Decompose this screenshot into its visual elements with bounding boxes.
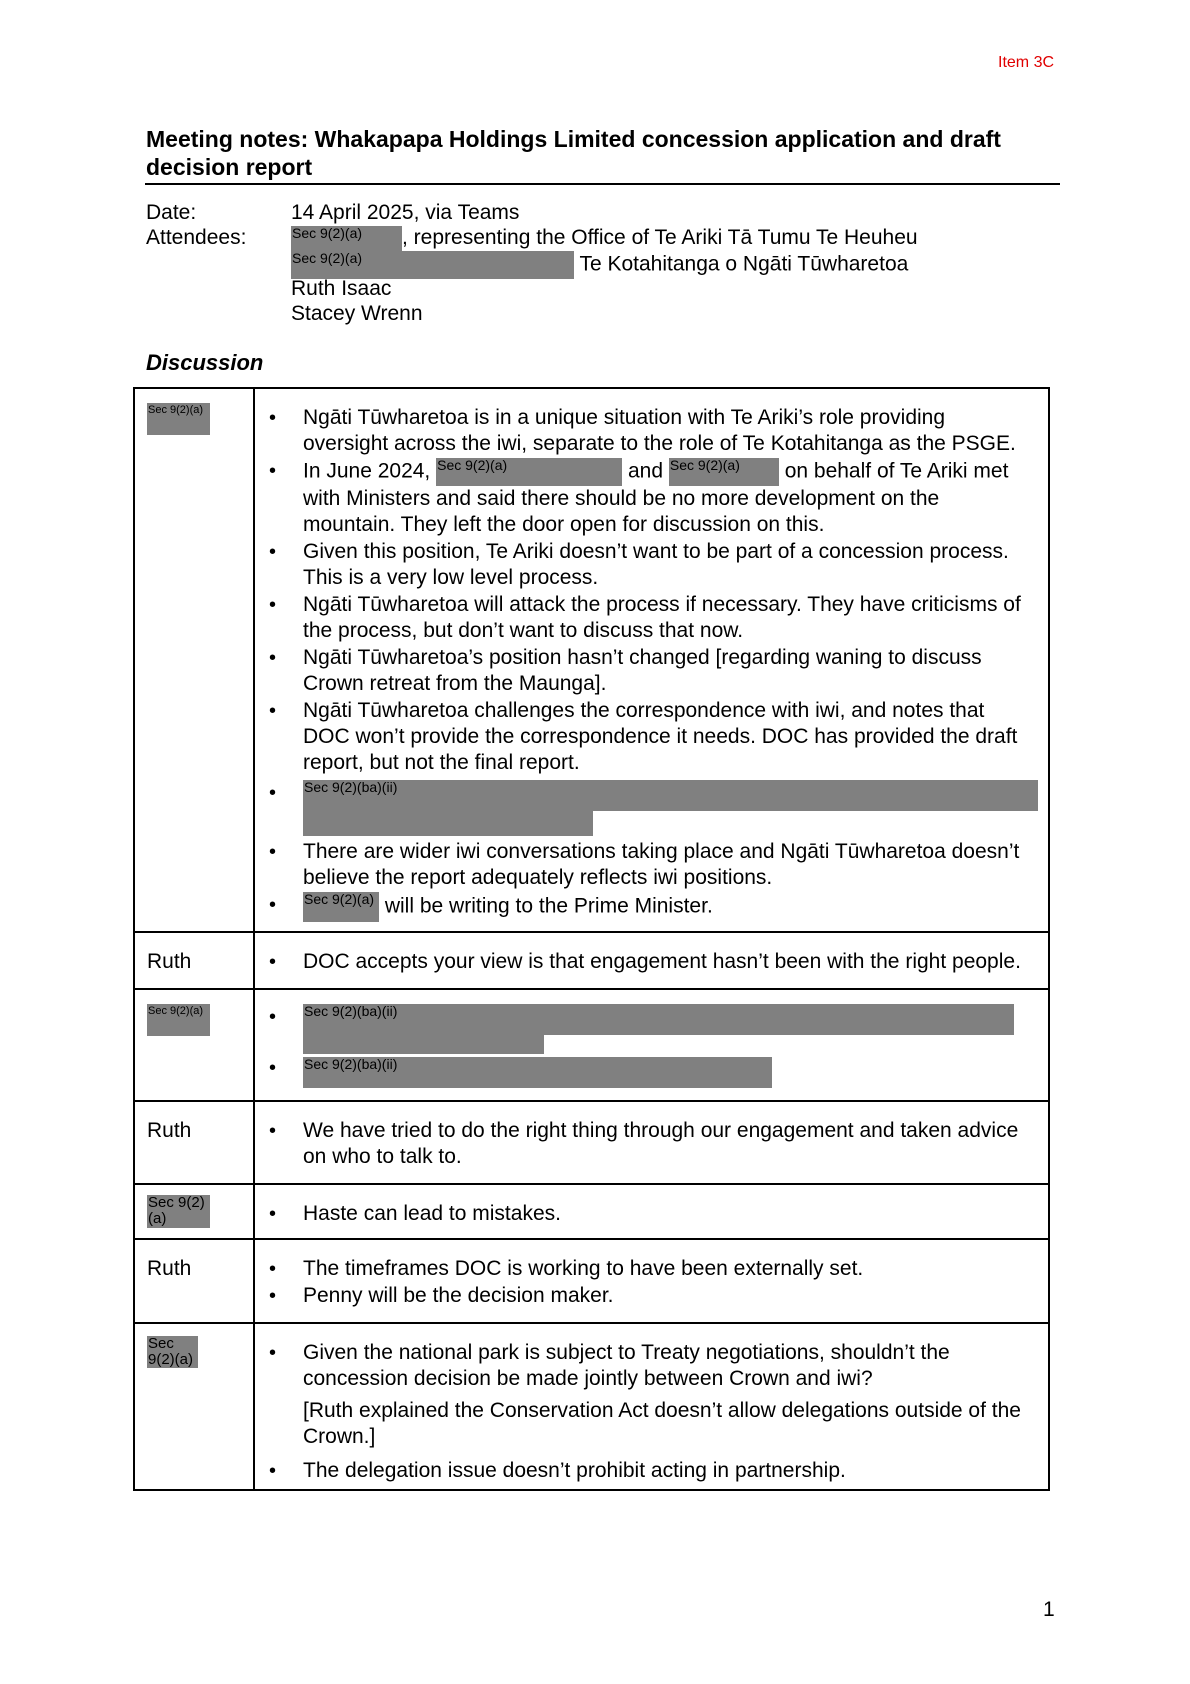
speaker-cell: [134, 1184, 254, 1239]
notes-cell: [254, 388, 1049, 932]
redaction-code: Sec 9(2)(a): [669, 457, 740, 473]
table-row: [134, 1101, 1049, 1184]
bullet-list: [255, 1458, 1028, 1484]
redaction-block: [303, 1057, 772, 1088]
attendee-2: [291, 251, 908, 279]
list-item: • Penny will be the decision maker.: [303, 1283, 1028, 1309]
list-item: • Haste can lead to mistakes.: [303, 1201, 1028, 1227]
list-item: • We have tried to do the right thing through our engagement and taken advice on who to talk to.: [303, 1118, 1028, 1170]
notes-cell: [254, 989, 1049, 1101]
redaction-block: [291, 226, 402, 251]
bullet-list: [255, 405, 1028, 922]
item-tag: Item 3C: [998, 54, 1055, 71]
date-value: 14 April 2025, via Teams: [291, 201, 520, 224]
attendee-3: Ruth Isaac: [291, 277, 392, 300]
bullet-list: [255, 1256, 1028, 1309]
bullet-list: [255, 949, 1028, 975]
redaction-code: • Sec 9(2)(ba)(ii): [304, 1003, 398, 1019]
attendee-1: [291, 225, 918, 251]
redaction-block: [291, 251, 574, 279]
speaker-cell: Ruth: [134, 1239, 254, 1323]
redaction-block: [303, 892, 379, 922]
list-item: [303, 892, 1028, 922]
list-item: • Ngāti Tūwharetoa is in a unique situation with Te Ariki’s role providing oversight across the iwi, separate to the role of Te Kotahitanga as the PSGE.: [303, 405, 1028, 457]
list-item: [303, 1004, 1028, 1054]
list-item: • Given the national park is subject to Treaty negotiations, shouldn’t the concession decision be made jointly between Crown and iwi?: [303, 1340, 1028, 1392]
table-row: [134, 1184, 1049, 1239]
table-row: [134, 989, 1049, 1101]
discussion-table: [133, 387, 1050, 1491]
list-item-text: and: [627, 459, 664, 483]
notes-cell: [254, 1101, 1049, 1184]
redaction-block: [147, 1336, 198, 1368]
speaker-cell: [134, 388, 254, 932]
list-item: • There are wider iwi conversations taking place and Ngāti Tūwharetoa doesn’t believe the report adequately reflects iwi positions.: [303, 839, 1028, 891]
list-item-text: on behalf of Te Ariki met with Ministers and said there should be no more development on the mountain. They left the door open for discussion on this.: [303, 459, 1009, 536]
redaction-block: [303, 1004, 1014, 1035]
speaker-cell: Ruth: [134, 1101, 254, 1184]
attendee-1-text: , representing the Office of Te Ariki Tā Tumu Te Heuheu: [402, 226, 918, 249]
list-item: • Ngāti Tūwharetoa’s position hasn’t changed [regarding waning to discuss Crown retreat from the Maunga].: [303, 645, 1028, 697]
attendees-label: Attendees:: [146, 226, 247, 249]
list-item: [303, 780, 1028, 838]
redaction-code: • Sec 9(2)(ba)(ii): [304, 1056, 398, 1072]
redaction-block: [436, 458, 622, 486]
bullet-list: [255, 1340, 1028, 1392]
list-item: • DOC accepts your view is that engagement hasn’t been with the right people.: [303, 949, 1028, 975]
list-item: [303, 458, 1028, 538]
redaction-code: Sec 9(2)(a): [148, 1005, 204, 1017]
list-item: • Ngāti Tūwharetoa will attack the process if necessary. They have criticisms of the process, but don’t want to discuss that now.: [303, 592, 1028, 644]
bullet-list: [255, 1004, 1028, 1089]
attendee-4: Stacey Wrenn: [291, 302, 423, 325]
redaction-block: [147, 403, 210, 435]
bullet-list: [255, 1118, 1028, 1170]
speaker-cell: Ruth: [134, 932, 254, 989]
redaction-code: • Sec 9(2)(ba)(ii): [304, 779, 398, 795]
date-label: Date:: [146, 201, 197, 224]
list-item: [303, 1055, 1028, 1089]
list-item: • Given this position, Te Ariki doesn’t want to be part of a concession process. This is a very low level process.: [303, 539, 1028, 591]
table-row: [134, 932, 1049, 989]
attendee-2-text: Te Kotahitanga o Ngāti Tūwharetoa: [579, 252, 909, 276]
notes-cell: [254, 1184, 1049, 1239]
table-row: [134, 388, 1049, 932]
title-rule: [145, 183, 1060, 185]
speaker-cell: [134, 989, 254, 1101]
page-number: 1: [1043, 1598, 1055, 1621]
note-paragraph: [Ruth explained the Conservation Act doesn’t allow delegations outside of the Crown.]: [303, 1399, 1021, 1448]
redaction-code: Sec 9(2)(a): [437, 457, 508, 473]
list-item: • The delegation issue doesn’t prohibit acting in partnership.: [303, 1458, 1028, 1484]
redaction-block: [147, 1195, 210, 1228]
document-title: Meeting notes: Whakapapa Holdings Limited concession application and draft decision report: [146, 126, 1001, 180]
redaction-code: Sec 9(2)(a): [148, 1336, 194, 1368]
redaction-block: [303, 811, 593, 836]
redaction-block: [669, 458, 779, 486]
list-item-text: will be writing to the Prime Minister.: [384, 894, 713, 918]
notes-cell: [254, 932, 1049, 989]
table-row: [134, 1239, 1049, 1323]
redaction-block: [303, 780, 1038, 811]
discussion-heading: Discussion: [146, 350, 264, 375]
redaction-block: [147, 1004, 210, 1036]
list-item: • The timeframes DOC is working to have been externally set.: [303, 1256, 1028, 1282]
bullet-list: [255, 1201, 1028, 1227]
redaction-code: Sec 9(2)(a): [292, 250, 363, 266]
table-row: [134, 1323, 1049, 1490]
notes-cell: [254, 1239, 1049, 1323]
list-item: • Ngāti Tūwharetoa challenges the correspondence with iwi, and notes that DOC won’t provide the correspondence it needs. DOC has provided the draft report, but not the final report.: [303, 698, 1028, 776]
redaction-block: [303, 1035, 544, 1054]
speaker-cell: [134, 1323, 254, 1490]
redaction-code: • Sec 9(2)(a): [304, 891, 375, 907]
redaction-code: Sec 9(2)(a): [292, 224, 363, 241]
redaction-code: Sec 9(2)(a): [148, 404, 204, 416]
notes-cell: [254, 1323, 1049, 1490]
list-item-text: In June 2024,: [303, 459, 431, 483]
redaction-code: Sec 9(2)(a): [148, 1195, 205, 1227]
